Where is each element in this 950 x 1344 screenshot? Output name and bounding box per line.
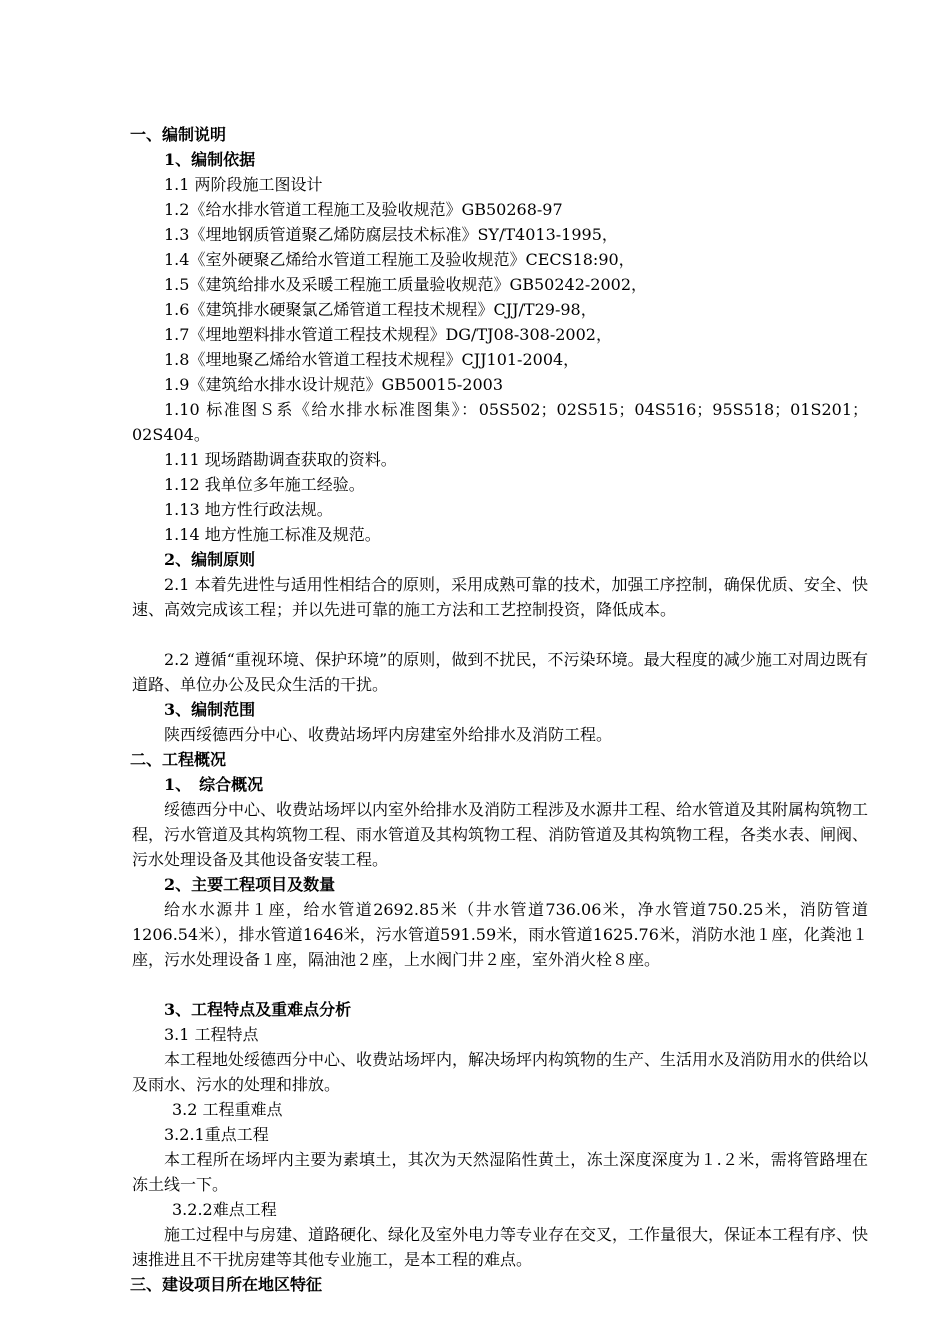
features-subheading: 3.1 工程特点	[164, 1025, 259, 1044]
difficulty-subheading: 3.2 工程重难点	[172, 1100, 283, 1119]
difficult-paragraph: 施工过程中与房建、道路硬化、绿化及室外电力等专业存在交叉，工作量很大，保证本工程有序、快速推进且不干扰房建等其他专业施工，是本工程的难点。	[132, 1225, 869, 1269]
basis-item: 1.14 地方性施工标准及规范。	[164, 525, 381, 544]
scope-text: 陕西绥德西分中心、收费站场坪内房建室外给排水及消防工程。	[164, 725, 613, 744]
basis-item: 1.6《建筑排水硬聚氯乙烯管道工程技术规程》CJJ/T29-98，	[164, 300, 597, 319]
overview-paragraph: 绥德西分中心、收费站场坪以内室外给排水及消防工程涉及水源井工程、给水管道及其附属构筑物工程，污水管道及其构筑物工程、雨水管道及其构筑物工程、消防管道及其构筑物工程，各类水表、闸阀、污水处理设备及其他设备安装工程。	[132, 800, 869, 869]
basis-item: 1.5《建筑给排水及采暖工程施工质量验收规范》GB50242-2002，	[164, 275, 648, 294]
basis-item: 1.11 现场踏勘调查获取的资料。	[164, 450, 397, 469]
basis-item: 1.2《给水排水管道工程施工及验收规范》GB50268-97	[164, 200, 563, 219]
basis-item: 1.4《室外硬聚乙烯给水管道工程施工及验收规范》CECS18:90，	[164, 250, 635, 269]
quantity-heading: 2、主要工程项目及数量	[164, 875, 336, 894]
basis-item: 1.9《建筑给水排水设计规范》GB50015-2003	[164, 375, 504, 394]
basis-heading: 1、编制依据	[164, 150, 256, 169]
key-subheading: 3.2.1重点工程	[164, 1125, 269, 1144]
principle-heading: 2、编制原则	[164, 550, 256, 569]
scope-heading: 3、编制范围	[164, 700, 256, 719]
basis-item: 1.7《埋地塑料排水管道工程技术规程》DG/TJ08-308-2002，	[164, 325, 612, 344]
section-3-heading: 三、建设项目所在地区特征	[130, 1275, 323, 1294]
difficult-subheading: 3.2.2难点工程	[172, 1200, 277, 1219]
basis-item: 1.13 地方性行政法规。	[164, 500, 333, 519]
basis-item: 1.1 两阶段施工图设计	[164, 175, 323, 194]
basis-item: 1.12 我单位多年施工经验。	[164, 475, 365, 494]
principle-paragraph: 2.1 本着先进性与适用性相结合的原则，采用成熟可靠的技术，加强工序控制，确保优质、安全、快速、高效完成该工程；并以先进可靠的施工方法和工艺控制投资，降低成本。	[132, 575, 868, 619]
basis-item: 1.3《埋地钢质管道聚乙烯防腐层技术标准》SY/T4013-1995，	[164, 225, 618, 244]
quantity-paragraph: 给水水源井１座，给水管道2692.85米（井水管道736.06米，净水管道750.25米，消防管道1206.54米），排水管道1646米，污水管道591.59米，雨水管道1625.76米，消防水池１座，化粪池１座，污水处理设备１座，隔油池２座，上水阀门井２座，室外消火栓８座。	[132, 900, 868, 969]
features-heading: 3、工程特点及重难点分析	[164, 1000, 352, 1019]
basis-item-standards: 1.10 标准图Ｓ系《给水排水标准图集》：05S502；02S515；04S516；95S518；01S201；02S404。	[132, 400, 868, 444]
features-paragraph: 本工程地处绥德西分中心、收费站场坪内，解决场坪内构筑物的生产、生活用水及消防用水的供给以及雨水、污水的处理和排放。	[132, 1050, 869, 1094]
section-1-heading: 一、编制说明	[130, 125, 227, 144]
principle-paragraph: 2.2 遵循“重视环境、保护环境”的原则，做到不扰民，不污染环境。最大程度的减少施工对周边既有道路、单位办公及民众生活的干扰。	[132, 650, 868, 694]
key-paragraph: 本工程所在场坪内主要为素填土，其次为天然湿陷性黄土，冻土深度深度为１.２米，需将管路埋在冻土线一下。	[132, 1150, 868, 1194]
basis-item: 1.8《埋地聚乙烯给水管道工程技术规程》CJJ101-2004，	[164, 350, 580, 369]
overview-heading: 1、 综合概况	[164, 775, 264, 794]
section-2-heading: 二、工程概况	[130, 750, 227, 769]
